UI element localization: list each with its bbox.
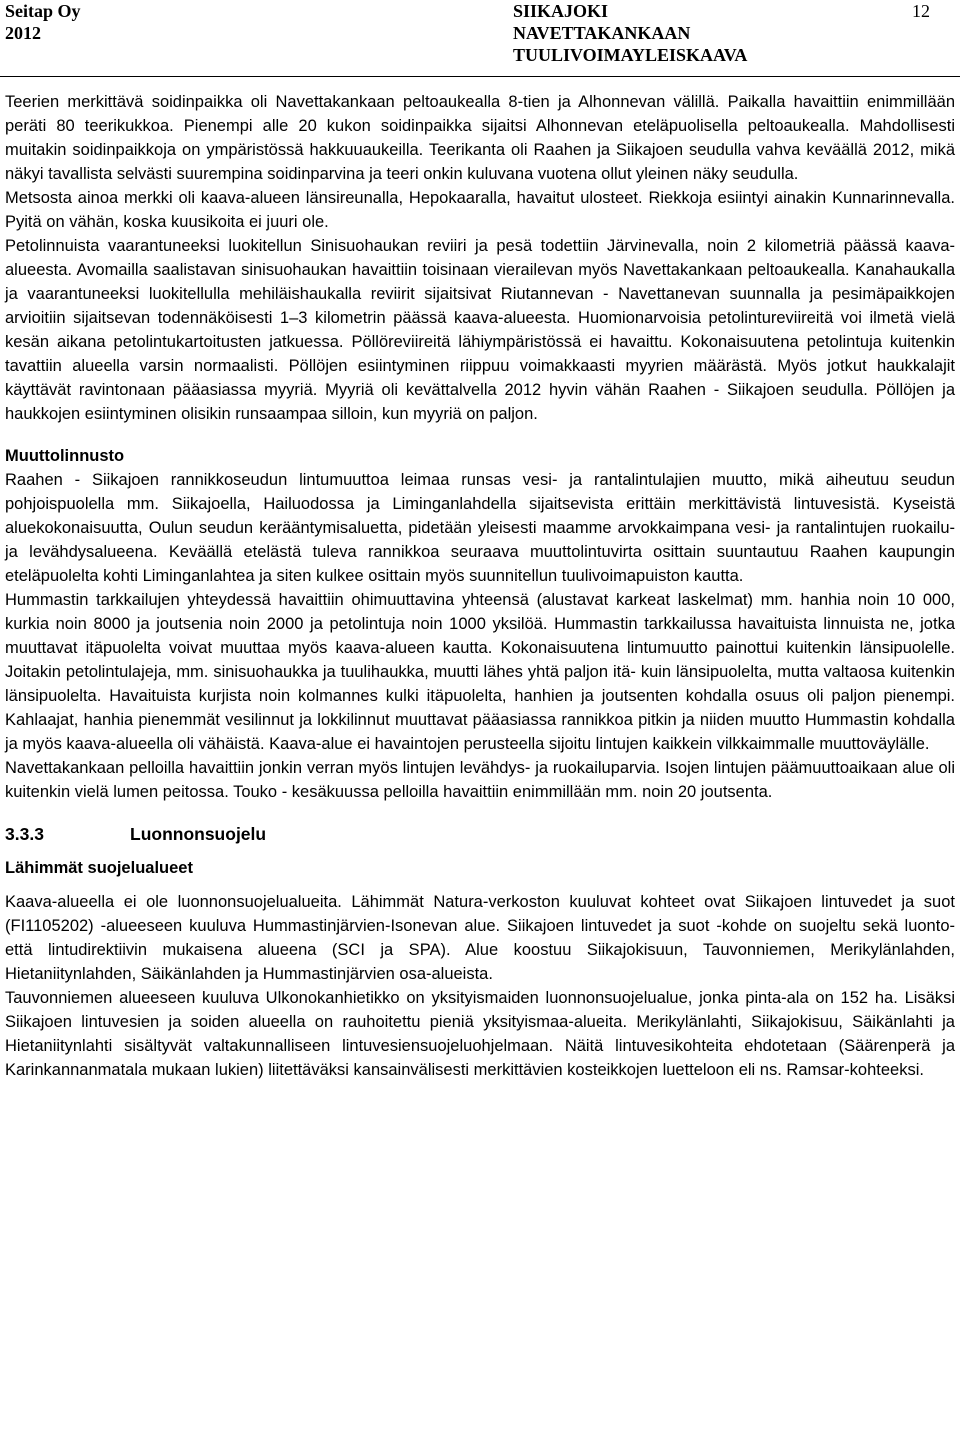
spacer bbox=[5, 846, 955, 856]
paragraph: Raahen - Siikajoen rannikkoseudun lintumuuttoa leimaa runsas vesi- ja rantalintulajien muutto, mikä aiheutuu seudun pohjoispuolella mm. Siikajoella, Hailuodossa ja Liminganlahdella sijaitsevista erittäin merkittävistä lintuvesistä. Kyseistä aluekokonaisuutta, Oulun seudun kerääntymisaluetta, pidetään yleisesti maamme arvokkaimpana vesi- ja rantalintujen ruokailu- ja levähdysalueena. Keväällä etelästä tuleva rannikkoa seuraava muuttolintuvirta osittain suuntautuu Raahen kaupungin eteläpuolelta kohti Liminganlahtea ja siten kulkee osittain myös suunnitellun tuulivoimapuiston kautta. bbox=[5, 471, 955, 585]
header-divider bbox=[0, 76, 960, 77]
paragraph: Tauvonniemen alueeseen kuuluva Ulkonokanhietikko on yksityismaiden luonnonsuojelualue, jonka pinta-ala on 152 ha. Lisäksi Siikajoen lintuvesien ja soiden alueella on rauhoitettu pieniä yksityismaa-alueita. Merikylänlahti, Siikajokisuu, Säikänlahti ja Hietaniitynlahti sisältyvät valtakunnalliseen lintuvesiensuojeluohjelmaan. Näitä lintuvesikohteita ehdotetaan (Säärenperä ja Karinkannanmatala mukaan lukien) liitettäväksi kansainvälisesti merkittävien kosteikkojen luetteloon eli ns. Ramsar-kohteeksi. bbox=[5, 989, 955, 1079]
document-title-line-2: NAVETTAKANKAAN bbox=[513, 23, 691, 43]
subsection-heading: Lähimmät suojelualueet bbox=[5, 859, 193, 877]
section-heading bbox=[5, 822, 955, 846]
company-name: Seitap Oy bbox=[5, 1, 81, 21]
paragraph: Kaava-alueella ei ole luonnonsuojelualueita. Lähimmät Natura-verkoston kuuluvat kohteet ovat Siikajoen lintuvedet ja suot (FI1105202) -alueeseen kuuluva Hummastinjärvien-Isonevan alue. Siikajoen lintuvedet ja suot -kohde on suojeltu sekä luonto- että lintudirektiivin mukaisena alueena (SCI ja SPA). Alue koostuu Siikajokisuun, Tauvonniemen, Merikylänlahden, Hietaniitynlahden, Säikänlahden ja Hummastinjärvien osa-alueista. bbox=[5, 893, 955, 983]
section-number: 3.3.3 bbox=[5, 824, 44, 844]
document-title bbox=[513, 0, 747, 66]
page-body bbox=[5, 90, 955, 1082]
page-header bbox=[0, 0, 960, 90]
document-title-line-3: TUULIVOIMAYLEISKAAVA bbox=[513, 45, 748, 65]
page-number: 12 bbox=[912, 1, 930, 21]
paragraph: Metsosta ainoa merkki oli kaava-alueen länsireunalla, Hepokaaralla, havaitut ulosteet. Riekkoja esiintyi ainakin Kunnarinnevalla. Pyitä on vähän, koska kuusikoita ei juuri ole. bbox=[5, 189, 955, 231]
spacer bbox=[5, 426, 955, 444]
header-year: 2012 bbox=[5, 23, 41, 43]
header-left bbox=[5, 0, 81, 44]
paragraph: Hummastin tarkkailujen yhteydessä havaittiin ohimuuttavina yhteensä (alustavat karkeat laskelmat) mm. hanhia noin 10 000, kurkia noin 8000 ja joutsenia noin 2000 ja petolintuja noin 1000 yksilöä. Hummastin tarkkailussa havaituista linnuista ne, jotka muuttavat itäpuolelta voivat muuttaa myös kaava-alueen kautta. Kokonaisuutena lintumuutto painottui kuitenkin länsipuolelle. Joitakin petolintulajeja, mm. sinisuohaukka ja tuulihaukka, muutti lähes yhtä paljon itä- kuin länsipuolelta, mutta valtaosa kuitenkin länsipuolelta. Havaituista kurjista noin kolmannes kulki itäpuolelta, hanhien ja joutsenten kohdalla osuus oli paljon pienempi. Kahlaajat, hanhia pienemmät vesilinnut ja lokkilinnut muuttavat pääasiassa rannikkoa pitkin ja niiden muutto Hummastin kohdalla ja myös kaava-alueella oli vähäistä. Kaava-alue ei havaintojen perusteella sijoitu lintujen kaikkein vilkkaimmalle muuttoväylälle. bbox=[5, 591, 955, 753]
document-title-line-1: SIIKAJOKI bbox=[513, 1, 609, 21]
spacer bbox=[5, 804, 955, 822]
subsection-heading: Muuttolinnusto bbox=[5, 447, 125, 465]
section-title: Luonnonsuojelu bbox=[130, 824, 267, 844]
paragraph: Navettakankaan pelloilla havaittiin jonkin verran myös lintujen levähdys- ja ruokailuparvia. Isojen lintujen päämuuttoaikaan alue oli kuitenkin vielä lumen peitossa. Touko - kesäkuussa pelloilla havaittiin enimmillään mm. noin 20 joutsenta. bbox=[5, 759, 955, 801]
spacer bbox=[5, 880, 955, 890]
paragraph: Petolinnuista vaarantuneeksi luokitellun Sinisuohaukan reviiri ja pesä todettiin Järvinevalla, noin 2 kilometriä päässä kaava-alueesta. Avomailla saalistavan sinisuohaukan havaittiin toisinaan vierailevan myös Navettakankaan peltoaukealla. Kanahaukalla ja vaarantuneeksi luokitellulla mehiläishaukalla reviirit sijaitsivat Riutannevan - Navettanevan suunnalla ja pesimäpaikkojen arvioitiin sijaitsevan todennäköisesti 1–3 kilometrin päässä kaava-alueesta. Huomionarvoisia petolintureviireitä voi ilmetä vielä kesän aikana petolintukartoitusten jatkuessa. Pöllöreviireitä lähiympäristössä ei havaittu. Kokonaisuutena petolintuja kuitenkin tavattiin alueella varsin normaalisti. Pöllöjen esiintyminen riippuu voimakkaasti myyrien määrästä. Myös jotkut haukkalajit käyttävät ravintonaan pääasiassa myyriä. Myyriä oli kevättalvella 2012 hyvin vähän Raahen - Siikajoen seudulla. Pöllöjen ja haukkojen esiintyminen olisikin runsaampaa silloin, kun myyriä on paljon. bbox=[5, 237, 955, 423]
paragraph: Teerien merkittävä soidinpaikka oli Navettakankaan peltoaukealla 8-tien ja Alhonnevan välillä. Paikalla havaittiin enimmillään peräti 80 teerikukkoa. Pienempi alle 20 kukon soidinpaikka sijaitsi Alhonnevan eteläpuolisella peltoaukealla. Mahdollisesti muitakin soidinpaikkoja on ympäristössä hakkuuaukeilla. Teerikanta oli Raahen ja Siikajoen seudulla vahva keväällä 2012, mikä näkyi tavallista selvästi suurempina soidinparvina ja teeri onkin kuluvana vuotena ollut yleinen näky seudulla. bbox=[5, 93, 955, 183]
